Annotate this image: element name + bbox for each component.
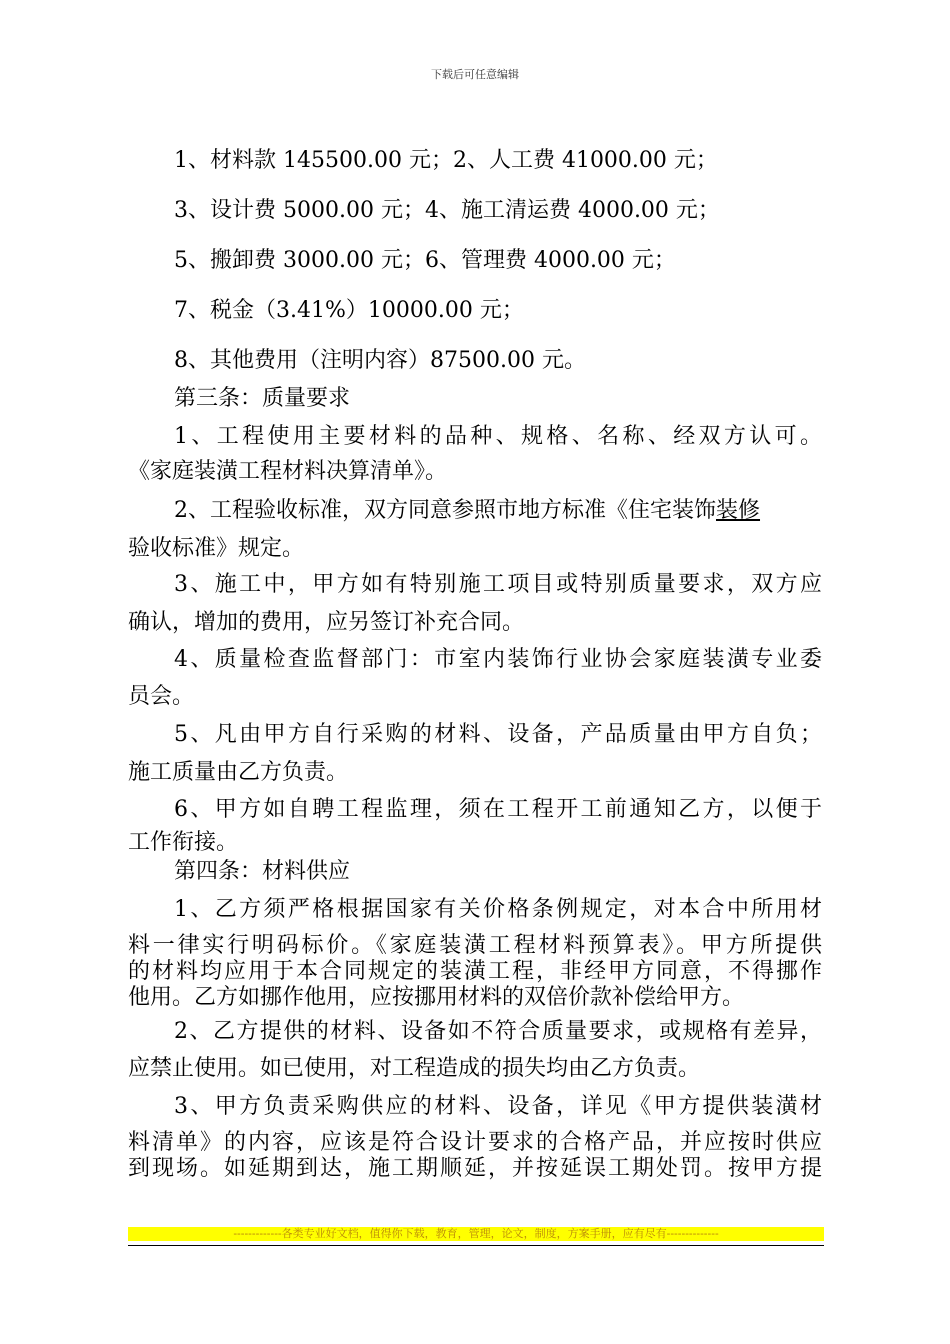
article4-p2-line: 2、乙方提供的材料、设备如不符合质量要求，或规格有差异， — [174, 1019, 822, 1044]
article3-p6-line: 6、甲方如自聘工程监理，须在工程开工前通知乙方，以便于 — [174, 797, 822, 822]
article4-p1-line: 料一律实行明码标价。《家庭装潢工程材料预算表》。甲方所提供 — [128, 933, 822, 958]
cost-item-line: 5、搬卸费 3000.00 元；6、管理费 4000.00 元； — [174, 248, 676, 273]
cost-item-line: 8、其他费用（注明内容）87500.00 元。 — [174, 348, 586, 373]
article4-p3-line: 3、甲方负责采购供应的材料、设备，详见《甲方提供装潢材 — [174, 1094, 822, 1119]
article4-p3-line: 到现场。如延期到达，施工期顺延，并按延误工期处罚。按甲方提 — [128, 1156, 822, 1181]
article4-p1-line: 他用。乙方如挪作他用，应按挪用材料的双倍价款补偿给甲方。 — [128, 985, 745, 1010]
article4-p1-line: 1、乙方须严格根据国家有关价格条例规定，对本合中所用材 — [174, 897, 822, 922]
footer-divider — [128, 1245, 824, 1246]
article3-heading: 第三条：质量要求 — [174, 386, 351, 411]
article3-p5-line: 施工质量由乙方负责。 — [128, 760, 349, 785]
article4-p1-line: 的材料均应用于本合同规定的装潢工程，非经甲方同意，不得挪作 — [128, 959, 822, 984]
cost-item-line: 3、设计费 5000.00 元；4、施工清运费 4000.00 元； — [174, 198, 720, 223]
article4-heading: 第四条：材料供应 — [174, 859, 351, 884]
article3-p5-line: 5、凡由甲方自行采购的材料、设备，产品质量由甲方自负； — [174, 722, 822, 747]
article3-p4-line: 4、质量检查监督部门：市室内装饰行业协会家庭装潢专业委 — [174, 647, 822, 672]
article3-p2-text: 2、工程验收标准，双方同意参照市地方标准《住宅装饰 — [174, 498, 716, 523]
cost-item-line: 1、材料款 145500.00 元；2、人工费 41000.00 元； — [174, 148, 718, 173]
cost-item-line: 7、税金（3.41%）10000.00 元； — [174, 298, 524, 323]
article3-p2-line — [174, 496, 824, 526]
article3-p2-line: 验收标准》规定。 — [128, 536, 305, 561]
article3-p6-line: 工作衔接。 — [128, 830, 239, 855]
article3-p4-line: 员会。 — [128, 684, 195, 709]
article4-p2-line: 应禁止使用。如已使用，对工程造成的损失均由乙方负责。 — [128, 1056, 701, 1081]
article3-p3-line: 确认，增加的费用，应另签订补充合同。 — [128, 610, 525, 635]
footer-banner: -------------各类专业好文档，值得你下载，教育，管理，论文，制度，方案手册，应有尽有-------------- — [128, 1227, 824, 1241]
article3-p1-line: 《家庭装潢工程材料决算清单》。 — [128, 459, 448, 484]
article3-p2-underlined: 装修 — [716, 498, 761, 523]
article4-p3-line: 料清单》的内容，应该是符合设计要求的合格产品，并应按时供应 — [128, 1130, 822, 1155]
article3-p1-line: 1、工程使用主要材料的品种、规格、名称、经双方认可。 — [174, 424, 822, 449]
page-header: 下载后可任意编辑 — [431, 68, 519, 81]
article3-p3-line: 3、施工中，甲方如有特别施工项目或特别质量要求，双方应 — [174, 572, 822, 597]
